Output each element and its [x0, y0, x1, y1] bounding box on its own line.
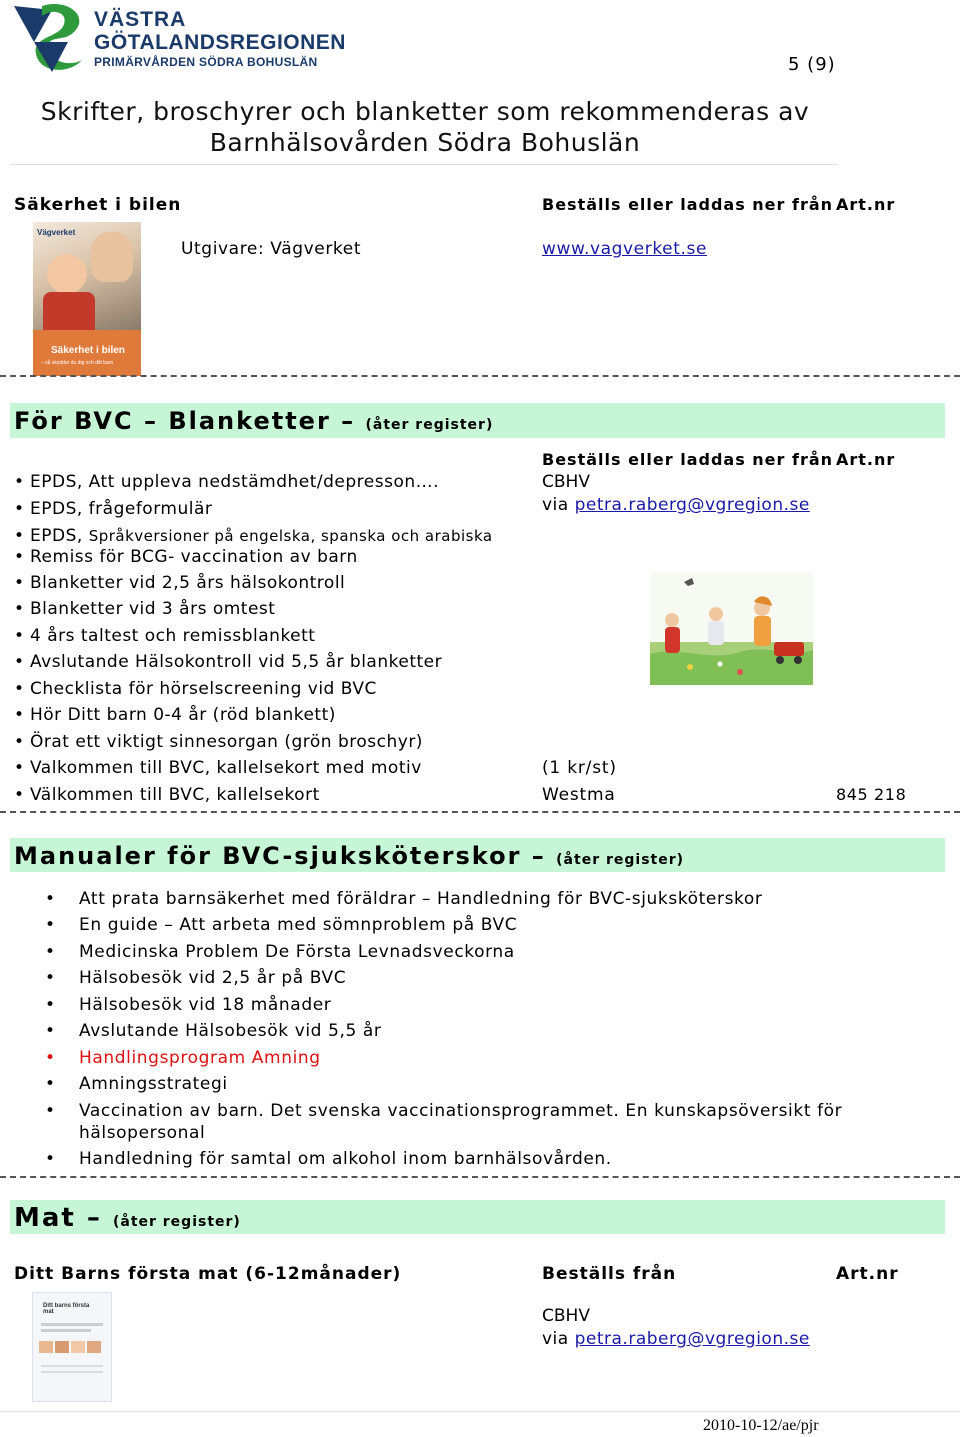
bullet-icon: • — [45, 915, 56, 935]
title-divider — [10, 164, 838, 165]
logo-text-primarvarden: PRIMÄRVÅRDEN SÖDRA BOHUSLÄN — [94, 55, 318, 69]
bullet-icon: • — [45, 1149, 56, 1169]
back-to-register-link[interactable]: (åter register) — [556, 852, 685, 868]
section-divider — [0, 1176, 960, 1178]
supplier-westma: Westma — [542, 785, 616, 805]
list-item: • Avslutande Hälsokontroll vid 5,5 år blanketter — [14, 652, 442, 672]
section-title-manualer: Manualer för BVC-sjuksköterskor – (åter register) — [14, 842, 685, 870]
list-item: • Remiss för BCG- vaccination av barn — [14, 547, 358, 567]
section-heading-sakerhet: Säkerhet i bilen — [14, 195, 182, 215]
manual-item-text: Medicinska Problem De Första Levnadsveckorna — [79, 942, 515, 962]
page-number: 5 (9) — [788, 54, 836, 75]
list-item: • EPDS, frågeformulär — [14, 499, 212, 519]
column-header-order: Beställs från — [542, 1264, 677, 1284]
vgr-logo-icon — [12, 2, 92, 72]
footer-divider — [0, 1411, 960, 1412]
email-link[interactable]: petra.raberg@vgregion.se — [574, 1329, 810, 1349]
manual-item-text: Hälsobesök vid 2,5 år på BVC — [79, 968, 347, 988]
list-item: • EPDS, Språkversioner på engelska, spanska och arabiska — [14, 526, 493, 546]
bullet-icon: • — [45, 1074, 56, 1094]
bullet-icon: • — [45, 968, 56, 988]
list-item: • Blanketter vid 3 års omtest — [14, 599, 275, 619]
list-item: • Välkommen till BVC, kallelsekort — [14, 785, 320, 805]
footer-stamp: 2010-10-12/ae/pjr — [703, 1417, 819, 1434]
section-band-mat — [10, 1200, 945, 1234]
section-band-manualer — [10, 838, 945, 872]
back-to-register-link[interactable]: (åter register) — [365, 417, 494, 433]
list-item: • Checklista för hörselscreening vid BVC — [14, 679, 377, 699]
source-via: via petra.raberg@vgregion.se — [542, 495, 810, 515]
section-band-blanketter — [10, 403, 945, 438]
section-divider — [0, 375, 960, 377]
source-cbhv: CBHV — [542, 472, 590, 492]
children-meadow-illustration — [650, 572, 813, 685]
bullet-icon: • — [45, 889, 56, 909]
logo-text-gotalandsregionen: GÖTALANDSREGIONEN — [94, 31, 346, 54]
article-number: 845 218 — [836, 785, 907, 804]
list-item: • Hör Ditt barn 0-4 år (röd blankett) — [14, 705, 336, 725]
list-item: • 4 års taltest och remissblankett — [14, 626, 315, 646]
bullet-icon: • — [45, 1021, 56, 1041]
list-item: • EPDS, Att uppleva nedstämdhet/depresson…. — [14, 472, 439, 492]
manual-item-text: Handlingsprogram Amning — [79, 1048, 321, 1068]
manual-item-text: Vaccination av barn. Det svenska vaccinationsprogrammet. En kunskapsöversikt för hälsopersonal — [79, 1101, 843, 1143]
bullet-icon: • — [45, 1101, 56, 1121]
logo-text-vastra: VÄSTRA — [94, 8, 187, 31]
mat-heading: Ditt Barns första mat (6-12månader) — [14, 1264, 402, 1284]
section-divider — [0, 811, 960, 813]
price-text: (1 kr/st) — [542, 758, 617, 778]
column-header-artnr: Art.nr — [836, 1264, 899, 1284]
sakerhet-brochure-cover: Vägverket Säkerhet i bilen – så skyddar du dig och ditt barn — [33, 222, 141, 376]
manual-item-text: Handledning för samtal om alkohol inom barnhälsovården. — [79, 1149, 612, 1169]
source-cbhv: CBHV — [542, 1306, 590, 1326]
list-item: • Örat ett viktigt sinnesorgan (grön broschyr) — [14, 732, 423, 752]
column-header-artnr: Art.nr — [836, 195, 896, 214]
back-to-register-link[interactable]: (åter register) — [112, 1214, 241, 1230]
mat-brochure-cover: Ditt barns första mat — [32, 1292, 112, 1402]
manual-item-text: En guide – Att arbeta med sömnproblem på BVC — [79, 915, 518, 935]
manual-item-text: Avslutande Hälsobesök vid 5,5 år — [79, 1021, 382, 1041]
email-link[interactable]: petra.raberg@vgregion.se — [574, 495, 810, 515]
section-title-mat: Mat – (åter register) — [14, 1203, 241, 1233]
manual-item-text: Hälsobesök vid 18 månader — [79, 995, 332, 1015]
bullet-icon: • — [45, 1048, 56, 1068]
bullet-icon: • — [45, 942, 56, 962]
column-header-artnr: Art.nr — [836, 450, 896, 469]
list-item: • Valkommen till BVC, kallelsekort med motiv — [14, 758, 422, 778]
bullet-icon: • — [45, 995, 56, 1015]
document-title: Skrifter, broschyrer och blanketter som rekommenderas av Barnhälsovården Södra Bohuslän — [40, 97, 810, 157]
publisher-text: Utgivare: Vägverket — [181, 239, 362, 259]
vagverket-link[interactable]: www.vagverket.se — [542, 239, 708, 259]
column-header-order: Beställs eller laddas ner från — [542, 450, 834, 469]
section-title-blanketter: För BVC – Blanketter – (åter register) — [14, 407, 494, 435]
column-header-order: Beställs eller laddas ner från — [542, 195, 834, 214]
manual-item-text: Amningsstrategi — [79, 1074, 228, 1094]
list-item: • Blanketter vid 2,5 års hälsokontroll — [14, 573, 345, 593]
manual-item-text: Att prata barnsäkerhet med föräldrar – Handledning för BVC-sjuksköterskor — [79, 889, 763, 909]
source-via: via petra.raberg@vgregion.se — [542, 1329, 810, 1349]
